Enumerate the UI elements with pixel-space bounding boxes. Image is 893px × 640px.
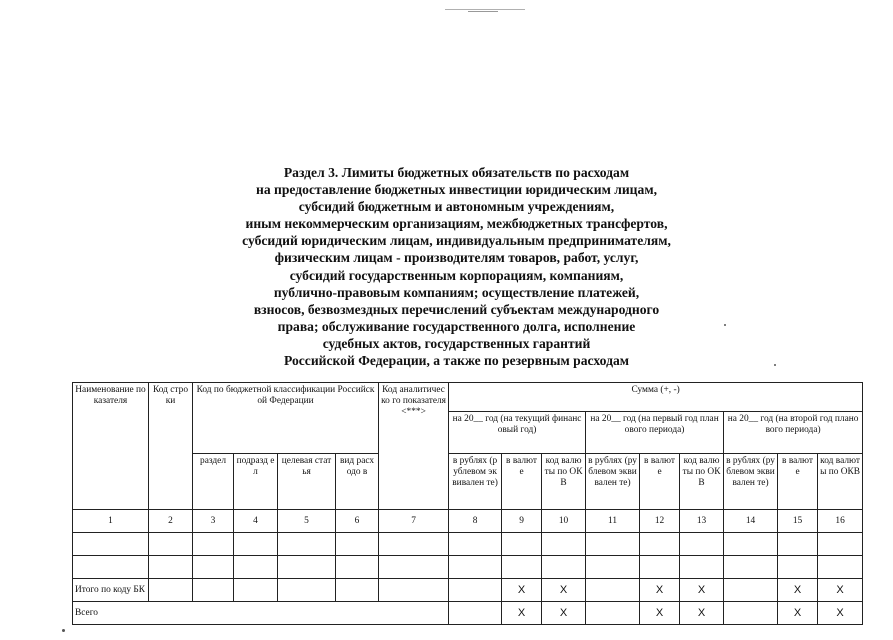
header-name: Наименование показателя <box>73 383 149 510</box>
table-cell <box>278 533 336 556</box>
x-mark: X <box>542 579 586 602</box>
column-number: 13 <box>680 510 724 533</box>
title-line: субсидий юридическим лицам, индивидуальным предпринимателям, <box>242 233 671 249</box>
table-cell <box>234 556 278 579</box>
header-okv: код валюты по ОКВ <box>542 454 586 510</box>
x-mark: X <box>640 579 680 602</box>
header-row <box>73 383 863 412</box>
column-number: 2 <box>149 510 193 533</box>
header-currency: в валюте <box>778 454 818 510</box>
section-title <box>0 164 893 369</box>
table-cell <box>542 556 586 579</box>
column-number: 3 <box>193 510 234 533</box>
table-row <box>73 533 863 556</box>
title-line: иным некоммерческим организациям, межбюджетных трансфертов, <box>245 216 668 232</box>
header-okv: код валюты по ОКВ <box>680 454 724 510</box>
header-okv: код валюты по ОКВ <box>818 454 863 510</box>
column-number-row <box>73 510 863 533</box>
table-cell <box>640 556 680 579</box>
header-rub: в рублях (рублевом эквивален те) <box>449 454 502 510</box>
x-mark: X <box>640 602 680 625</box>
header-period-first: на 20__ год (на первый год планового периода) <box>586 412 724 454</box>
table-cell <box>149 556 193 579</box>
x-mark: X <box>778 602 818 625</box>
title-line: публично-правовым компаниям; осуществление платежей, <box>273 284 640 300</box>
title-line: физическим лицам - производителям товаров, работ, услуг, <box>274 250 639 266</box>
column-number: 15 <box>778 510 818 533</box>
header-podrazdel: подразд ел <box>234 454 278 510</box>
table-cell <box>193 556 234 579</box>
column-number: 4 <box>234 510 278 533</box>
x-mark: X <box>680 602 724 625</box>
table-cell <box>449 556 502 579</box>
header-code: Код строки <box>149 383 193 510</box>
title-line: субсидий бюджетным и автономным учреждениям, <box>298 199 615 215</box>
itogo-label: Итого по коду БК <box>73 579 149 602</box>
table-cell <box>680 533 724 556</box>
vsego-label: Всего <box>73 602 449 625</box>
table-cell <box>336 556 379 579</box>
table-row <box>73 556 863 579</box>
table-cell <box>234 533 278 556</box>
x-mark: X <box>542 602 586 625</box>
x-mark: X <box>502 602 542 625</box>
x-mark: X <box>680 579 724 602</box>
header-currency: в валюте <box>640 454 680 510</box>
table-cell <box>336 579 379 602</box>
table-cell <box>502 533 542 556</box>
x-mark: X <box>778 579 818 602</box>
column-number: 11 <box>586 510 640 533</box>
vsego-row <box>73 602 863 625</box>
table-cell <box>73 556 149 579</box>
column-number: 9 <box>502 510 542 533</box>
table-cell <box>640 533 680 556</box>
column-number: 1 <box>73 510 149 533</box>
title-line: Российской Федерации, а также по резервным расходам <box>283 353 630 369</box>
x-mark: X <box>818 579 863 602</box>
header-expense-type: вид расходо в <box>336 454 379 510</box>
table-cell <box>680 556 724 579</box>
column-number: 10 <box>542 510 586 533</box>
table-cell <box>73 533 149 556</box>
column-number: 6 <box>336 510 379 533</box>
header-bk: Код по бюджетной классификации Российской Федерации <box>193 383 379 454</box>
table-cell <box>818 533 863 556</box>
table-cell <box>542 533 586 556</box>
column-number: 16 <box>818 510 863 533</box>
table-cell <box>379 579 449 602</box>
table-cell <box>502 556 542 579</box>
itogo-row <box>73 579 863 602</box>
limits-table <box>72 382 863 625</box>
table-cell <box>778 533 818 556</box>
header-analytic: Код аналитическо го показателя <***> <box>379 383 449 510</box>
scan-artifact <box>468 11 498 12</box>
table-cell <box>149 533 193 556</box>
table-cell <box>193 533 234 556</box>
title-line: взносов, безвозмездных перечислений субъектам международного <box>253 301 660 317</box>
header-razdel: раздел <box>193 454 234 510</box>
scan-speck <box>62 629 65 632</box>
table-cell <box>724 556 778 579</box>
title-line: Раздел 3. Лимиты бюджетных обязательств по расходам <box>283 165 630 180</box>
x-mark: X <box>818 602 863 625</box>
table-cell <box>278 579 336 602</box>
header-sum: Сумма (+, -) <box>449 383 863 412</box>
table-cell <box>379 556 449 579</box>
table-cell <box>278 556 336 579</box>
x-mark: X <box>502 579 542 602</box>
table-cell <box>449 579 502 602</box>
table-cell <box>586 556 640 579</box>
table-cell <box>586 602 640 625</box>
table-cell <box>724 602 778 625</box>
header-currency: в валюте <box>502 454 542 510</box>
table-cell <box>778 556 818 579</box>
title-line: судебных актов, государственных гарантий <box>322 335 591 351</box>
title-line: права; обслуживание государственного долга, исполнение <box>277 318 636 334</box>
column-number: 8 <box>449 510 502 533</box>
header-period-second: на 20__ год (на второй год планового периода) <box>724 412 863 454</box>
table-cell <box>234 579 278 602</box>
table-cell <box>379 533 449 556</box>
column-number: 5 <box>278 510 336 533</box>
table-cell <box>193 579 234 602</box>
scan-artifact <box>445 9 525 10</box>
header-rub: в рублях (рублевом эквивален те) <box>724 454 778 510</box>
header-period-current: на 20__ год (на текущий финансовый год) <box>449 412 586 454</box>
table-cell <box>336 533 379 556</box>
column-number: 7 <box>379 510 449 533</box>
header-target: целевая статья <box>278 454 336 510</box>
table-cell <box>586 533 640 556</box>
table-cell <box>586 579 640 602</box>
table-cell <box>724 579 778 602</box>
title-line: субсидий государственным корпорациям, компаниям, <box>289 267 624 283</box>
table-cell <box>724 533 778 556</box>
header-rub: в рублях (рублевом эквивален те) <box>586 454 640 510</box>
table-cell <box>818 556 863 579</box>
table-cell <box>449 533 502 556</box>
table-cell <box>149 579 193 602</box>
column-number: 12 <box>640 510 680 533</box>
title-line: на предоставление бюджетных инвестиции юридическим лицам, <box>256 182 657 198</box>
column-number: 14 <box>724 510 778 533</box>
table-cell <box>449 602 502 625</box>
